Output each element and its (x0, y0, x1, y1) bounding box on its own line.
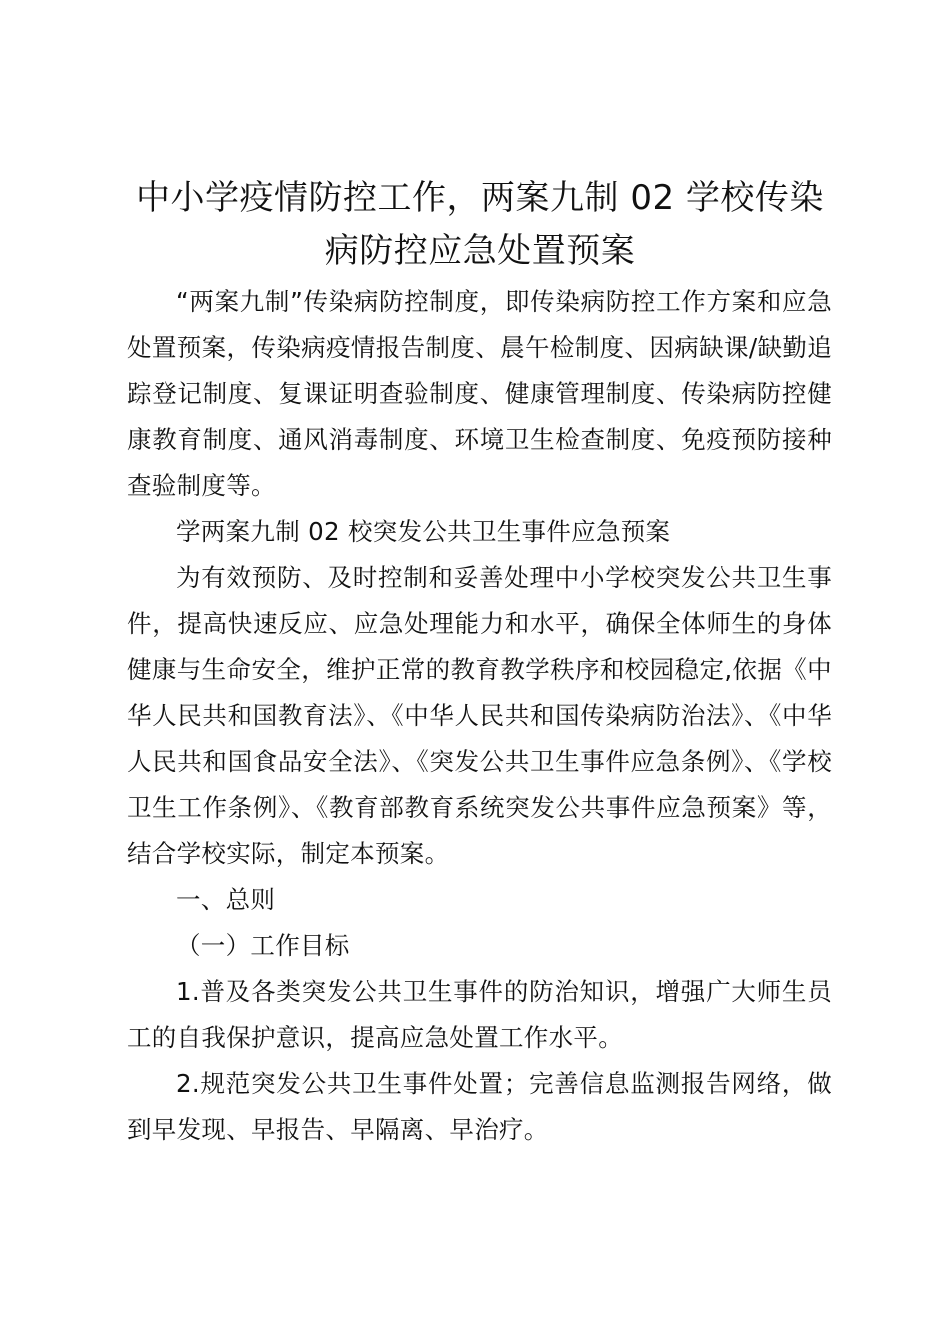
title-line-1: 中小学疫情防控工作，两案九制 02 学校传染 (136, 178, 824, 218)
heading-general-principles: 一、总则 (176, 885, 276, 914)
heading-work-objectives: （一）工作目标 (176, 931, 350, 960)
section-heading-emergency-plan: 学两案九制 02 校突发公共卫生事件应急预案 (176, 517, 671, 546)
paragraph-two-plans-nine-systems: “两案九制”传染病防控制度，即传染病防控工作方案和应急处置预案，传染病疫情报告制度、晨午检制度、因病缺课/缺勤追踪登记制度、复课证明查验制度、健康管理制度、传染病防控健康教育制度、通风消毒制度、环境卫生检查制度、免疫预防接种查验制度等。 (127, 287, 832, 500)
paragraph-purpose: 为有效预防、及时控制和妥善处理中小学校突发公共卫生事件，提高快速反应、应急处理能力和水平，确保全体师生的身体健康与生命安全，维护正常的教育教学秩序和校园稳定,依据《中华人民共和国教育法》、《中华人民共和国传染病防治法》、《中华人民共和国食品安全法》、《突发公共卫生事件应急条例》、《学校卫生工作条例》、《教育部教育系统突发公共事件应急预案》等，结合学校实际，制定本预案。 (127, 563, 832, 868)
document-title (110, 172, 850, 278)
list-item-objective-2: 2.规范突发公共卫生事件处置；完善信息监测报告网络，做到早发现、早报告、早隔离、早治疗。 (127, 1069, 832, 1144)
list-item-objective-1: 1.普及各类突发公共卫生事件的防治知识，增强广大师生员工的自我保护意识，提高应急处置工作水平。 (127, 977, 832, 1052)
document-body (127, 279, 832, 1153)
title-line-2: 病防控应急处置预案 (324, 231, 636, 271)
